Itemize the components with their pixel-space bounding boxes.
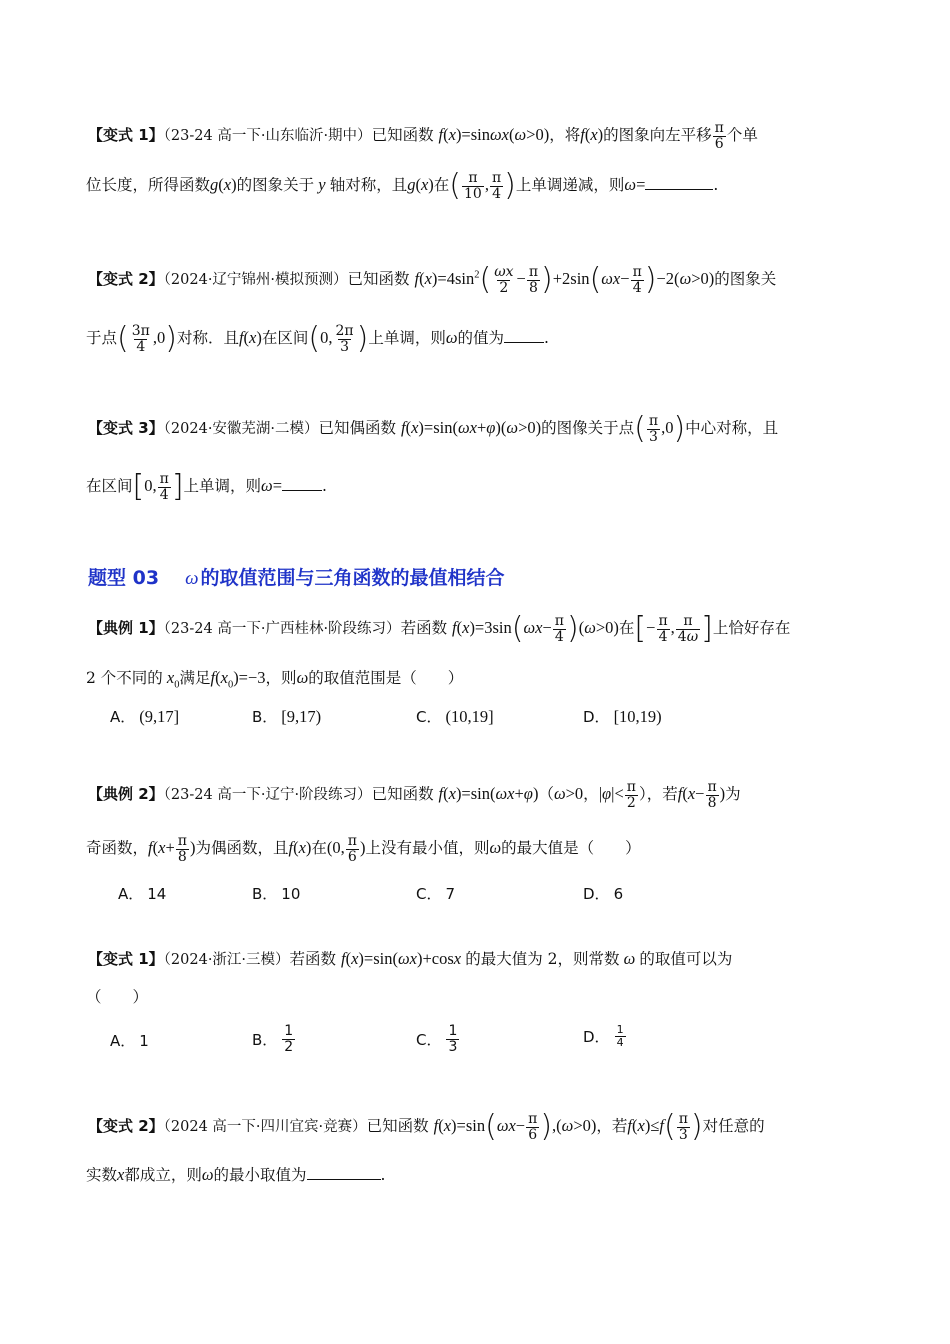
- text: 的图象向左平移: [603, 126, 712, 145]
- option-a[interactable]: A． 14: [118, 884, 167, 903]
- text: 的图象关: [714, 270, 777, 289]
- text: 的取值可以为: [639, 950, 733, 968]
- text: ，将: [549, 126, 581, 145]
- text: 的最大值为 2，则常数: [465, 950, 620, 968]
- example-2-line-1: 【典例 2】（23-24 高一下·辽宁·阶段练习）已知函数 f(x)=sin(ωx+φ)（ω>0，|φ|< $\frac{\pi}{2}$ ），若f(x− $\frac{\pi}{8}$ )为: [88, 779, 741, 811]
- text: 已知偶函数: [318, 419, 397, 438]
- formula: y: [318, 175, 326, 195]
- answer-blank[interactable]: [504, 328, 544, 343]
- fraction: $\frac{\pi}{3}$: [678, 1111, 688, 1143]
- option-a[interactable]: A． 1: [110, 1031, 149, 1050]
- text: ，: [583, 785, 599, 804]
- formula: f(x)=sin(ωx+φ): [438, 784, 539, 804]
- variant-tag: 【变式 3】: [88, 419, 164, 438]
- text: 在区间: [86, 477, 133, 496]
- variant-4-line-2: [86, 988, 870, 1007]
- variant-3-line-1: 【变式 3】（2024·安徽芜湖·二模）已知偶函数 f(x)=sin(ωx+φ)(ω>0)的图像关于点( $\frac{\pi}{3}$ ,0)中心对称，且: [88, 411, 779, 447]
- text: 上单调，则: [183, 477, 262, 496]
- text: 上单调递减，则: [515, 176, 625, 195]
- example-tag: 【典例 1】: [88, 619, 164, 638]
- variant-2-line-1: 【变式 2】（2024·辽宁锦州·模拟预测）已知函数 $f(x)=4\sin^2$( $\frac{\omega x}{2}$ − $\frac{\pi}{8}$ )+2sin(ωx− $\frac{\pi}{4}$ )−2(ω>0)的图象关: [88, 262, 777, 298]
- fraction: $\frac{\pi}{4}$: [554, 613, 564, 645]
- example-1-line-2: 2 个不同的 $x_0$满足$f(x_0)=-3$，则ω的取值范围是（ ）: [86, 668, 464, 691]
- text: 实数: [86, 1166, 118, 1184]
- text: 位长度，所得函数: [86, 176, 211, 195]
- text: 上没有最小值，则: [365, 839, 490, 858]
- text: （: [538, 785, 554, 804]
- example-2-line-2: 奇函数，f(x+ $\frac{\pi}{8}$ )为偶函数，且f(x)在(0, $\frac{\pi}{6}$ )上没有最小值，则ω的最大值是（ ）: [86, 833, 641, 865]
- fraction: $\frac{\pi}{6}$: [528, 1111, 538, 1143]
- fraction: $\frac{\pi}{4}$: [159, 471, 169, 503]
- text: 已知函数: [347, 270, 410, 289]
- formula: f(x)=sin: [433, 1116, 486, 1136]
- fraction: $\frac{\pi}{8}$: [528, 264, 539, 296]
- text: 上单调，则: [368, 329, 446, 348]
- text: .: [544, 329, 549, 348]
- text: 的取值范围是（ ）: [308, 669, 464, 687]
- text: 都成立，则: [124, 1166, 202, 1184]
- heading-text: 的取值范围与三角函数的最值相结合: [200, 567, 505, 589]
- variant-tag: 【变式 1】: [88, 126, 164, 145]
- variant-4-line-1: 【变式 1】（2024·浙江·三模）若函数 f(x)=sin(ωx)+cosx 的最大值为 2，则常数 ω 的取值可以为: [88, 949, 733, 968]
- fraction: $\frac{\pi}{3}$: [648, 413, 659, 445]
- text: 若函数: [400, 619, 448, 638]
- text: 个单: [726, 126, 758, 145]
- fraction: $\frac{3\pi}{4}$: [131, 323, 150, 355]
- text: 2 个不同的: [86, 669, 163, 687]
- variant-tag: 【变式 1】: [88, 950, 164, 968]
- formula: g(x): [407, 175, 434, 195]
- formula: f(x)=sinωx(ω>0): [438, 125, 550, 145]
- text: 已知函数: [366, 1117, 429, 1136]
- answer-blank[interactable]: [282, 476, 322, 491]
- option-a[interactable]: A． (9,17]: [110, 706, 180, 726]
- text: 于点: [86, 329, 118, 348]
- option-b[interactable]: B． [9,17): [252, 706, 322, 726]
- text: ，则: [265, 669, 297, 687]
- text: .: [380, 1166, 386, 1184]
- variant-4-options: [110, 1024, 870, 1064]
- text: 在: [311, 839, 327, 858]
- variant-5-line-1: 【变式 2】（2024 高一下·四川宜宾·竞赛）已知函数 f(x)=sin(ωx− $\frac{\pi}{6}$ ),(ω>0)，若f(x)≤f( $\frac{\pi}{3}$ )对任意的: [88, 1109, 765, 1145]
- section-heading: 题型 03 ω 的取值范围与三角函数的最值相结合: [88, 567, 505, 589]
- text: .: [322, 477, 327, 496]
- formula: f(x): [580, 125, 604, 145]
- text: 奇函数，: [86, 839, 149, 858]
- source: （2024 高一下·四川宜宾·竞赛）: [163, 1119, 367, 1136]
- text: 在: [618, 619, 635, 638]
- formula: f(x)=sin(ωx)+cosx: [341, 949, 462, 968]
- text: ，若: [596, 1117, 628, 1136]
- fraction: $\frac{\pi}{4\omega}$: [677, 613, 699, 645]
- heading-label: 题型 03: [88, 567, 160, 589]
- option-d[interactable]: D． $\frac{1}{4}$: [583, 1023, 624, 1049]
- option-c[interactable]: C． $\frac{1}{3}$: [416, 1023, 458, 1055]
- formula: g(x): [210, 175, 237, 195]
- text: 已知函数: [371, 785, 434, 804]
- fraction: $\frac{\pi}{8}$: [707, 779, 717, 811]
- fraction: $\frac{\pi}{8}$: [177, 833, 187, 865]
- text: 的图像关于点: [541, 419, 635, 438]
- variant-tag: 【变式 2】: [88, 1117, 164, 1136]
- text: 的最小取值为: [213, 1166, 307, 1184]
- fraction: $\frac{\pi}{4}$: [658, 613, 668, 645]
- example-2-options: [110, 883, 870, 913]
- text: 在区间: [261, 329, 309, 348]
- text: 的最大值是（ ）: [501, 839, 641, 858]
- example-tag: 【典例 2】: [88, 785, 164, 804]
- text: .: [713, 176, 719, 195]
- text: 满足: [179, 669, 211, 687]
- source: （23-24 高一下·广西桂林·阶段练习）: [163, 621, 401, 638]
- variant-5-line-2: 实数x都成立，则ω的最小取值为 .: [86, 1165, 386, 1184]
- text: ），若: [638, 785, 678, 804]
- text: 轴对称，且: [329, 176, 408, 195]
- formula: $f(x)=4\sin^2$: [414, 269, 480, 289]
- option-d[interactable]: D． [10,19): [583, 706, 662, 726]
- source: （23-24 高一下·辽宁·阶段练习）: [163, 787, 372, 804]
- option-d[interactable]: D． 6: [583, 884, 624, 903]
- text: （ ）: [86, 988, 149, 1006]
- text: 为: [725, 785, 741, 804]
- variant-2-line-2: 于点( $\frac{3\pi}{4}$ ,0)对称．且f(x)在区间(0, $\frac{2\pi}{3}$ )上单调，则ω的值为 .: [86, 321, 549, 357]
- variant-3-line-2: 在区间[0, $\frac{\pi}{4}$ ]上单调，则ω= .: [86, 469, 327, 505]
- fraction: $\frac{\pi}{6}$: [714, 120, 724, 152]
- fraction: $\frac{\pi}{4}$: [632, 264, 642, 296]
- text: 若函数: [289, 950, 337, 968]
- option-c[interactable]: C． (10,19]: [416, 706, 494, 726]
- text: 中心对称，且: [685, 419, 779, 438]
- fraction: $\frac{\pi}{10}$: [464, 170, 482, 202]
- formula: f(x)=sin(ωx+φ)(ω>0): [401, 418, 542, 438]
- variant-1-line-2: 位长度，所得函数g(x)的图象关于 y 轴对称，且g(x)在( $\frac{\pi}{10}$ , $\frac{\pi}{4}$ )上单调递减，则ω= .: [86, 168, 719, 204]
- text: 的图象关于: [236, 176, 315, 195]
- answer-blank[interactable]: [645, 175, 713, 190]
- option-b[interactable]: B． $\frac{1}{2}$: [252, 1023, 294, 1055]
- option-c[interactable]: C． 7: [416, 884, 456, 903]
- source: （2024·浙江·三模）: [163, 952, 290, 968]
- source: （2024·辽宁锦州·模拟预测）: [163, 272, 348, 289]
- text: 为偶函数，且: [195, 839, 289, 858]
- source: （23-24 高一下·山东临沂·期中）: [163, 128, 372, 145]
- text: 已知函数: [371, 126, 434, 145]
- source: （2024·安徽芜湖·二模）: [163, 421, 319, 438]
- variant-1-line-1: [88, 121, 870, 151]
- example-1-options: [110, 706, 870, 736]
- example-1-line-1: 【典例 1】（23-24 高一下·广西桂林·阶段练习）若函数 f(x)=3sin(ωx− $\frac{\pi}{4}$ )(ω>0)在[− $\frac{\pi}{4}$ , $\frac{\pi}{4\omega}$ ]上恰好存在: [88, 611, 791, 647]
- fraction: $\frac{2\pi}{3}$: [335, 323, 354, 355]
- text: 对任意的: [702, 1117, 765, 1136]
- variant-tag: 【变式 2】: [88, 270, 164, 289]
- fraction: $\frac{\omega x}{2}$: [494, 264, 514, 296]
- text: 在: [433, 176, 450, 195]
- formula: f(x)=3sin: [452, 618, 512, 638]
- fraction: $\frac{\pi}{2}$: [626, 779, 636, 811]
- option-b[interactable]: B． 10: [252, 884, 301, 903]
- text: 的值为: [457, 329, 504, 348]
- fraction: $\frac{\pi}{6}$: [347, 833, 357, 865]
- fraction: $\frac{\pi}{4}$: [491, 170, 502, 202]
- text: 对称．且: [176, 329, 239, 348]
- answer-blank[interactable]: [307, 1165, 381, 1180]
- text: 上恰好存在: [712, 619, 791, 638]
